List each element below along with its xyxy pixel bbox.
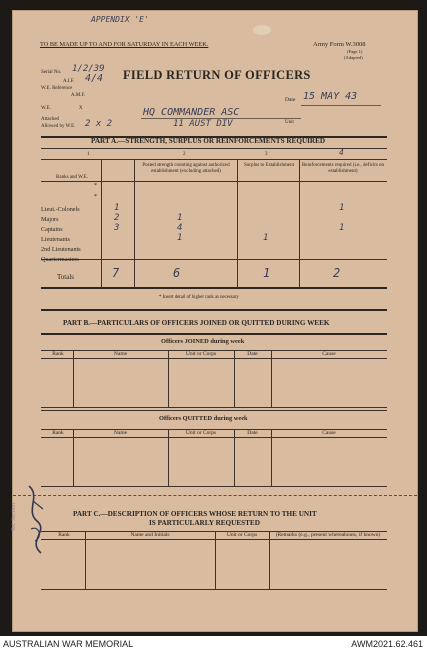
allowed-value: 2 x 2 xyxy=(85,119,113,129)
part-c-col-remarks: (Remarks (e.g., present whereabouts, if known) xyxy=(275,532,381,538)
quitted-col-date: Date xyxy=(247,430,258,436)
paper-stain xyxy=(253,25,271,35)
perforation-line xyxy=(13,495,417,496)
totals-we: 7 xyxy=(112,266,120,280)
we-value-captain: 3 xyxy=(114,223,120,233)
footer-accession: AWM2021.62.461 xyxy=(351,639,423,649)
totals-posted: 6 xyxy=(173,266,181,280)
rank-captains: Captains xyxy=(41,226,63,233)
quitted-col-unit: Unit or Corps xyxy=(185,430,217,436)
part-c-col-rank: Rank xyxy=(58,532,70,538)
aif-label: A.I.F. xyxy=(63,79,75,84)
quitted-col-rank: Rank xyxy=(52,430,64,436)
we-label: W.E. xyxy=(41,106,51,111)
form-adapted: (Adapted) xyxy=(344,55,363,60)
rank-2nd-lieutenants: 2nd Lieutenants xyxy=(41,246,81,253)
date-label: Date xyxy=(285,97,296,103)
col-number-3: 3 xyxy=(265,152,268,157)
totals-reinforcements: 2 xyxy=(333,266,341,280)
part-a-footnote: * Insert detail of higher rank as necessary xyxy=(159,295,239,300)
serial-value: 1/2/39 xyxy=(72,64,105,74)
quitted-col-cause: Cause xyxy=(322,430,336,436)
col-header-ranks: Ranks and W.E. xyxy=(56,175,88,180)
allowed-label: Allowed by W.E. xyxy=(41,124,76,129)
unit-value: HQ COMMANDER ASC xyxy=(143,107,240,118)
part-a-title: PART A.—STRENGTH, SURPLUS OR REINFORCEMENTS REQUIRED xyxy=(91,137,326,145)
part-c-title-line1: PART C.—DESCRIPTION OF OFFICERS WHOSE RETURN TO THE UNIT xyxy=(73,510,317,518)
margin-stamp: Rd. Section xyxy=(11,503,17,531)
surplus-lieutenants: 1 xyxy=(263,233,269,243)
col-header-reinforcements: Reinforcements required (i.e., deficits on establishment) xyxy=(301,163,385,174)
we-value-major: 2 xyxy=(114,213,120,223)
instruction-text: TO BE MADE UP TO AND FOR SATURDAY IN EACH WEEK. xyxy=(40,41,209,48)
rank-quartermasters: Quartermasters xyxy=(41,256,79,263)
footer-credit: AUSTRALIAN WAR MEMORIAL xyxy=(3,639,134,649)
col-number-4: 4 xyxy=(339,148,344,157)
joined-col-cause: Cause xyxy=(322,351,336,357)
rank-majors: Majors xyxy=(41,216,59,223)
part-c-col-name: Name and Initials xyxy=(130,532,170,538)
quitted-col-name: Name xyxy=(113,430,128,436)
part-b-title: PART B.—PARTICULARS OF OFFICERS JOINED OR QUITTED DURING WEEK xyxy=(63,319,330,327)
aif-value: 4/4 xyxy=(85,73,104,84)
form-sheet: APPENDIX 'E' TO BE MADE UP TO AND FOR SATURDAY IN EACH WEEK. Army Form W.3008 (Page 1) (Adapted) FIELD RETURN OF OFFICERS Serial No. 1/2/39 A.I.F. 4/4 W.E. Reference A.M.F. W.E. X Date 15 MAY 43 HQ COMMANDER ASC 11 AUST DIV Unit Attached Allowed by W.E. 2 x 2 PART A.—STRENGTH, SURPLUS OR REINFORCEMENTS REQUIRED 1 2 3 4 Ranks and W.E. Posted strength counting against authorized establishment (excluding attached) Surplus to Establishment Reinforcements required (i.e., deficits on establishment) * * Lieut.-Colonels Majors Captains Lieutenants 2nd Lieutenants Quartermasters 1 2 3 1 4 1 1 1 1 Totals 7 6 1 2 * Insert detail of higher rank as necessary PART B.—PARTICULARS OF OFFICERS JOINED OR QUITTED DURING WEEK Officers JOINED during week Rank Name Unit or Corps Date Cause Officers QUITTED during week Rank Name Unit or Corps Date Cause PART C.—DESCRIPTION OF OFFICERS WHOSE RETURN TO THE UNIT IS PARTICULARLY REQUESTED Rank Name and Initials Unit or Corps (Remarks (e.g., present whereabouts, if known) Rd. Section xyxy=(12,10,418,632)
we-value-lt-col: 1 xyxy=(114,203,120,213)
form-title: FIELD RETURN OF OFFICERS xyxy=(123,68,311,82)
totals-label: Totals xyxy=(57,273,75,281)
col-number-1: 1 xyxy=(87,152,90,157)
joined-col-rank: Rank xyxy=(52,351,64,357)
unit-sub-value: 11 AUST DIV xyxy=(173,119,233,129)
posted-lieutenants: 1 xyxy=(177,233,183,243)
joined-title: Officers JOINED during week xyxy=(161,338,245,345)
form-page: (Page 1) xyxy=(347,49,363,54)
posted-captains: 4 xyxy=(177,223,183,233)
joined-col-date: Date xyxy=(247,351,258,357)
form-number: Army Form W.3008 xyxy=(313,41,366,48)
serial-label: Serial No. xyxy=(41,70,62,75)
rank-lieutenants: Lieutenants xyxy=(41,236,70,243)
x-label: X xyxy=(79,106,83,111)
part-c-title-line2: IS PARTICULARLY REQUESTED xyxy=(149,519,260,527)
col-header-surplus: Surplus to Establishment xyxy=(244,163,294,168)
part-c-col-unit: Unit or Corps xyxy=(226,532,258,538)
appendix-note: APPENDIX 'E' xyxy=(91,15,149,24)
totals-surplus: 1 xyxy=(263,266,271,280)
col-header-posted: Posted strength counting against authorized establishment (excluding attached) xyxy=(142,163,230,174)
amf-label: A.M.F. xyxy=(71,93,86,98)
joined-col-name: Name xyxy=(113,351,128,357)
posted-majors: 1 xyxy=(177,213,183,223)
rank-lieut-colonels: Lieut.-Colonels xyxy=(41,206,80,213)
col-number-2: 2 xyxy=(183,152,186,157)
reinf-lt-colonels: 1 xyxy=(339,203,345,213)
attached-label: Attached xyxy=(41,117,60,122)
archive-footer xyxy=(0,636,427,653)
unit-label: Unit xyxy=(285,120,294,125)
margin-signature xyxy=(21,481,51,561)
date-value: 15 MAY 43 xyxy=(303,91,358,102)
we-reference-label: W.E. Reference xyxy=(41,86,73,91)
quitted-title: Officers QUITTED during week xyxy=(159,415,248,422)
joined-col-unit: Unit or Corps xyxy=(185,351,217,357)
reinf-captains: 1 xyxy=(339,223,345,233)
